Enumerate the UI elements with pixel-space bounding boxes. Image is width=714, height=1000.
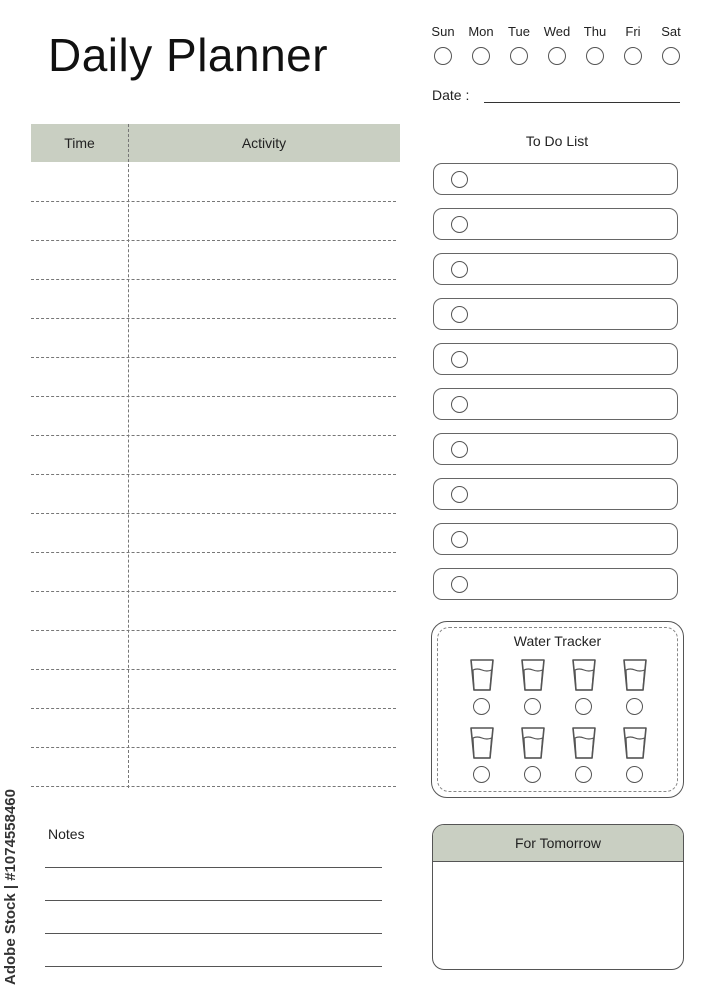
- todo-item[interactable]: [433, 523, 678, 555]
- day-label: Fri: [625, 24, 641, 39]
- water-glass-checkbox[interactable]: [524, 766, 541, 783]
- day-label: Thu: [583, 24, 607, 39]
- schedule-row-line: [31, 240, 396, 241]
- water-glass-icon: [469, 658, 495, 692]
- schedule-row-line: [31, 474, 396, 475]
- todo-checkbox[interactable]: [451, 576, 468, 593]
- todo-item[interactable]: [433, 478, 678, 510]
- water-glass-checkbox[interactable]: [524, 698, 541, 715]
- todo-checkbox[interactable]: [451, 396, 468, 413]
- schedule-row-line: [31, 591, 396, 592]
- day-label: Wed: [543, 24, 571, 39]
- todo-item[interactable]: [433, 568, 678, 600]
- day-checkbox[interactable]: [586, 47, 604, 65]
- notes-title: Notes: [48, 826, 85, 842]
- todo-item[interactable]: [433, 298, 678, 330]
- day-checkbox[interactable]: [624, 47, 642, 65]
- date-field[interactable]: [484, 102, 680, 103]
- page-title: Daily Planner: [48, 29, 329, 81]
- schedule-row-line: [31, 435, 396, 436]
- day-checkbox[interactable]: [548, 47, 566, 65]
- day-label: Mon: [468, 24, 494, 39]
- schedule-row-line: [31, 318, 396, 319]
- schedule-row-line: [31, 513, 396, 514]
- water-glass-icon: [571, 658, 597, 692]
- schedule-row-line: [31, 786, 396, 787]
- schedule-header: [31, 124, 400, 162]
- todo-checkbox[interactable]: [451, 486, 468, 503]
- water-glass-checkbox[interactable]: [626, 698, 643, 715]
- day-sat[interactable]: [652, 24, 690, 65]
- day-label: Tue: [508, 24, 530, 39]
- todo-checkbox[interactable]: [451, 261, 468, 278]
- day-fri[interactable]: [614, 24, 652, 65]
- todo-item[interactable]: [433, 388, 678, 420]
- time-column-divider: [128, 124, 129, 788]
- day-checkbox[interactable]: [510, 47, 528, 65]
- for-tomorrow-header: [433, 825, 683, 862]
- note-line[interactable]: [45, 933, 382, 934]
- water-glass-icon: [571, 726, 597, 760]
- water-glass-checkbox[interactable]: [575, 766, 592, 783]
- todo-checkbox[interactable]: [451, 306, 468, 323]
- schedule-row-line: [31, 630, 396, 631]
- water-glass-checkbox[interactable]: [575, 698, 592, 715]
- water-tracker-title: Water Tracker: [513, 633, 602, 649]
- water-glass-checkbox[interactable]: [626, 766, 643, 783]
- schedule-row-line: [31, 279, 396, 280]
- note-line[interactable]: [45, 867, 382, 868]
- schedule-row-line: [31, 708, 396, 709]
- todo-item[interactable]: [433, 163, 678, 195]
- todo-item[interactable]: [433, 253, 678, 285]
- day-selector: [424, 24, 690, 74]
- activity-column-header: Activity: [241, 135, 287, 151]
- day-checkbox[interactable]: [434, 47, 452, 65]
- time-column-header: Time: [64, 135, 95, 151]
- for-tomorrow-box[interactable]: [432, 824, 684, 970]
- day-sun[interactable]: [424, 24, 462, 65]
- todo-item[interactable]: [433, 433, 678, 465]
- todo-checkbox[interactable]: [451, 531, 468, 548]
- day-label: Sun: [431, 24, 455, 39]
- schedule-row-line: [31, 396, 396, 397]
- todo-checkbox[interactable]: [451, 216, 468, 233]
- day-checkbox[interactable]: [472, 47, 490, 65]
- water-tracker: [431, 621, 684, 798]
- schedule-row-line: [31, 201, 396, 202]
- day-tue[interactable]: [500, 24, 538, 65]
- for-tomorrow-title: For Tomorrow: [514, 835, 602, 851]
- water-glass-checkbox[interactable]: [473, 766, 490, 783]
- day-thu[interactable]: [576, 24, 614, 65]
- water-glass-checkbox[interactable]: [473, 698, 490, 715]
- note-line[interactable]: [45, 966, 382, 967]
- todo-checkbox[interactable]: [451, 171, 468, 188]
- day-wed[interactable]: [538, 24, 576, 65]
- todo-checkbox[interactable]: [451, 351, 468, 368]
- schedule-row-line: [31, 357, 396, 358]
- day-label: Sat: [661, 24, 681, 39]
- todo-checkbox[interactable]: [451, 441, 468, 458]
- water-glass-icon: [469, 726, 495, 760]
- water-glass-icon: [622, 726, 648, 760]
- note-line[interactable]: [45, 900, 382, 901]
- date-label: Date :: [432, 87, 470, 103]
- day-checkbox[interactable]: [662, 47, 680, 65]
- watermark-side-text: Adobe Stock | #1074558460: [2, 789, 19, 985]
- water-glass-icon: [622, 658, 648, 692]
- schedule-row-line: [31, 552, 396, 553]
- schedule-row-line: [31, 669, 396, 670]
- todo-item[interactable]: [433, 343, 678, 375]
- water-glass-icon: [520, 726, 546, 760]
- schedule-row-line: [31, 747, 396, 748]
- todo-item[interactable]: [433, 208, 678, 240]
- todo-title: To Do List: [525, 133, 589, 149]
- water-glass-icon: [520, 658, 546, 692]
- day-mon[interactable]: [462, 24, 500, 65]
